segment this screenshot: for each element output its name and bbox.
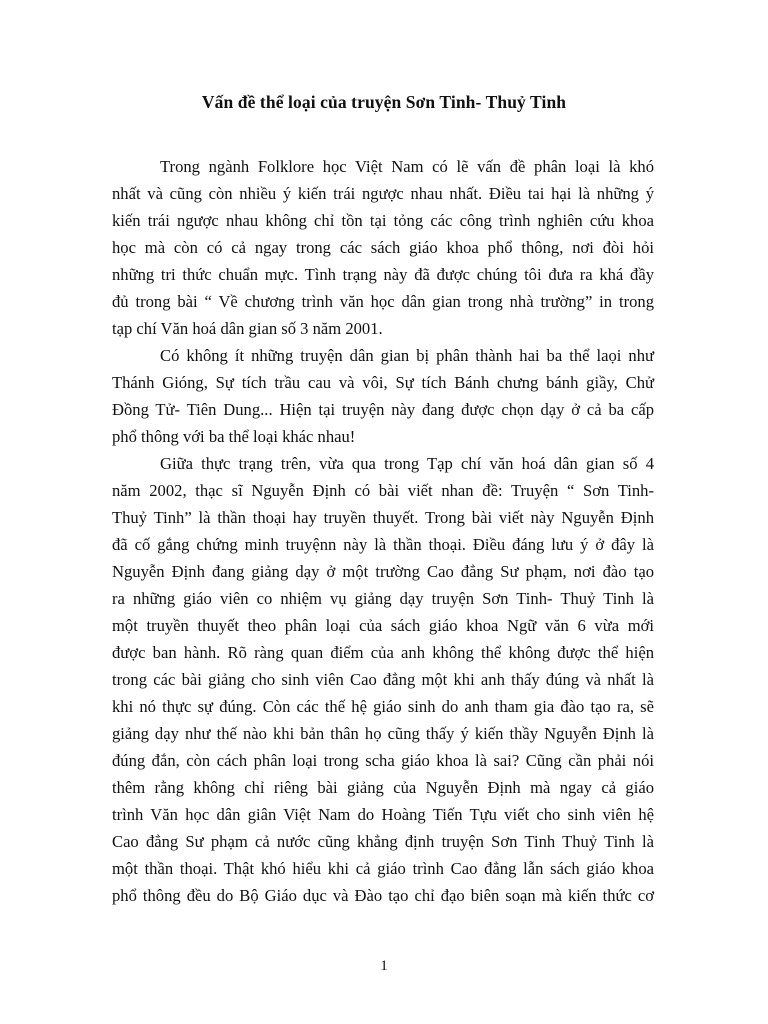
text-line: Thuỷ Tinh” là thần thoại hay truyền thuyết. Trong bài viết này Nguyễn Định [112, 508, 654, 527]
text-line: nhất và cũng còn nhiều ý kiến trái ngược nhau nhất. Điều tai hại là những ý [112, 184, 654, 203]
text-line: Đồng Tử- Tiên Dung... Hiện tại truyện này đang được chọn dạy ở cả ba cấp [112, 400, 654, 419]
text-line: đã cố gắng chứng minh truyệnn này là thần thoại. Điều đáng lưu ý ở đây là [112, 535, 654, 554]
text-line: Trong ngành Folklore học Việt Nam có lẽ vấn đề phân loại là khó [160, 157, 654, 176]
document-title: Vấn đề thể loại của truyện Sơn Tinh- Thuỷ Tinh [201, 92, 567, 112]
text-line: Giữa thực trạng trên, vừa qua trong Tạp chí văn hoá dân gian số 4 [160, 454, 654, 473]
text-line: phổ thông đều do Bộ Giáo dục và Đào tạo chỉ đạo biên soạn mà kiến thức cơ [112, 886, 654, 905]
text-line: một truyền thuyết theo phân loại của sách giáo khoa Ngữ văn 6 vừa mới [112, 616, 654, 635]
page-number: 1 [380, 958, 388, 974]
text-line: ra những giáo viên co nhiệm vụ giảng dạy truyện Sơn Tinh- Thuỷ Tinh là [112, 589, 654, 608]
text-line: được ban hành. Rõ ràng quan điểm của anh không thể không được thể hiện [112, 643, 654, 662]
text-line: đủ trong bài “ Về chương trình văn học dân gian trong nhà trường” in trong [112, 292, 654, 311]
text-line: Nguyễn Định đang giảng dạy ở một trường Cao đẳng Sư phạm, nơi đào tạo [112, 562, 654, 581]
text-line: kiến trái ngược nhau không chỉ tồn tại tỏng các công trình nghiên cứu khoa [112, 211, 654, 230]
text-line: học mà còn có cả ngay trong các sách giáo khoa phổ thông, nơi đòi hỏi [112, 238, 654, 257]
text-line: khi nó thực sự đúng. Còn các thế hệ giáo sinh do anh tham gia đào tạo ra, sẽ [112, 697, 654, 716]
text-line: năm 2002, thạc sĩ Nguyễn Định có bài viết nhan đề: Truyện “ Sơn Tinh- [112, 481, 654, 500]
text-line: những tri thức chuẩn mực. Tình trạng này đã được chúng tôi đưa ra khá đầy [112, 265, 654, 284]
text-line: trong các bài giảng cho sinh viên Cao đẳng một khi anh thấy đúng và nhất là [112, 670, 654, 689]
text-line: Thánh Gióng, Sự tích trầu cau và vôi, Sự tích Bánh chưng bánh giầy, Chử [112, 373, 654, 392]
text-line: giảng dạy như thế nào khi bản thân họ cũng thấy ý kiến thầy Nguyễn Định là [112, 724, 654, 743]
text-line: phổ thông với ba thể loại khác nhau! [112, 427, 356, 446]
text-line: Cao đẳng Sư phạm cả nước cũng khẳng định truyện Sơn Tinh Thuỷ Tinh là [112, 832, 654, 851]
text-line: đúng đắn, còn cách phân loại trong scha giáo khoa là sai? Cũng cần phải nói [112, 751, 654, 770]
text-line: thêm rằng không chỉ riêng bài giảng của Nguyễn Định mà ngay cả giáo [112, 778, 654, 797]
text-line: tạp chí Văn hoá dân gian số 3 năm 2001. [112, 319, 383, 338]
text-line: một thần thoại. Thật khó hiểu khi cả giáo trình Cao đẳng lẫn sách giáo khoa [112, 859, 654, 878]
text-line: trình Văn học dân giân Việt Nam do Hoàng Tiến Tựu viết cho sinh viên hệ [112, 805, 654, 824]
text-line: Có không ít những truyện dân gian bị phân thành hai ba thể laọi như [160, 346, 654, 365]
